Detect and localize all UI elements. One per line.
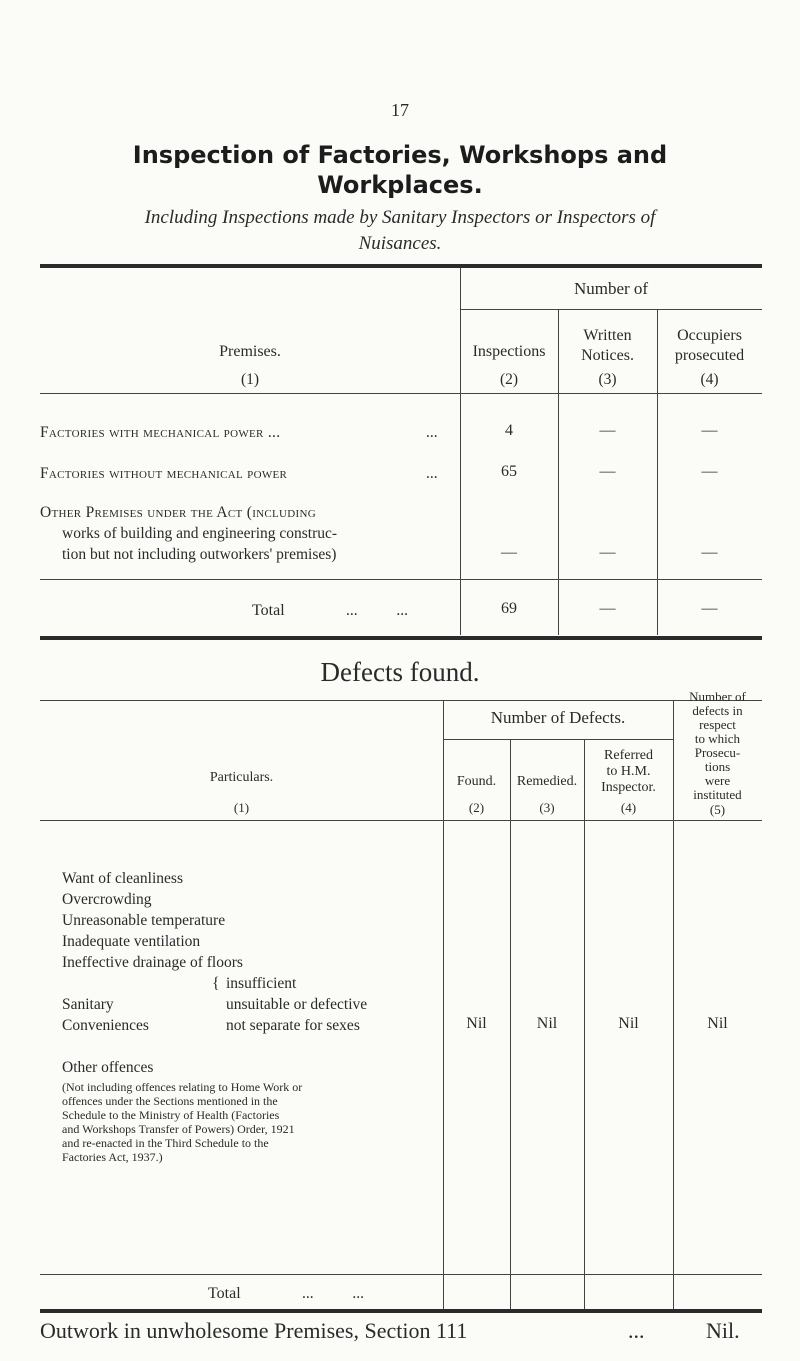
table1-row1-notices: — [599, 422, 616, 439]
table2-group-rule [443, 739, 673, 740]
defects-prosecutions-value: Nil [707, 1015, 728, 1032]
table2-col-prosecutions-l3: respect [699, 717, 736, 732]
table1-row3-notices: — [599, 544, 616, 561]
table2-col-referred-l1: Referred [604, 748, 653, 763]
table1-header-rule [40, 393, 762, 394]
note-line-6: Factories Act, 1937.) [62, 1150, 163, 1164]
table1-col-premises-num: (1) [240, 371, 260, 388]
page-number: 17 [391, 100, 409, 120]
table2-bottom-rule [40, 1309, 762, 1313]
note-line-3: Schedule to the Ministry of Health (Factories [62, 1108, 280, 1122]
table1-top-rule [40, 264, 762, 268]
table2-total-label: Total [208, 1285, 241, 1302]
table1-total-rule [40, 579, 762, 580]
table1-row3-label-l1: Other Premises under the Act (including [40, 504, 316, 521]
table2-col-prosecutions-l1: Number of [689, 689, 746, 704]
table1-row2-prosecuted: — [701, 463, 718, 480]
table2-header-rule [40, 820, 762, 821]
table1-row2-notices: — [599, 463, 616, 480]
defects-referred-value: Nil [618, 1015, 639, 1032]
table2-col-referred-num: (4) [620, 800, 637, 815]
table2-vline-a [443, 700, 444, 1310]
title-line-2: Workplaces. [317, 171, 483, 199]
table1-row1-dots: ... [426, 424, 438, 441]
table2-col-prosecutions-l4: to which [694, 731, 741, 746]
table2-col-referred-l2: to H.M. [606, 764, 651, 779]
table1-row1-prosecuted: — [701, 422, 718, 439]
table1-group-header: Number of [573, 279, 649, 298]
page-title [0, 140, 800, 200]
table2-col-prosecutions-l6: tions [704, 759, 731, 774]
subtitle-line-1: Including Inspections made by Sanitary Inspectors or Inspectors of [144, 207, 656, 228]
table2-col-found: Found. [456, 774, 497, 789]
table2-col-remedied-num: (3) [539, 800, 555, 815]
sanitary-sub-separate: not separate for sexes [226, 1017, 360, 1034]
outwork-label: Outwork in unwholesome Premises, Section 111 [40, 1318, 468, 1343]
table1-col-notices-l2: Notices. [581, 347, 634, 364]
other-offences-label: Other offences [62, 1059, 154, 1076]
table1-group-rule [460, 309, 762, 310]
table1-row2-dots: ... [426, 465, 438, 482]
table1-total-prosecuted: — [701, 600, 718, 617]
table1-row3-label-l3: tion but not including outworkers' premises) [62, 546, 337, 563]
sanitary-sub-insufficient: insufficient [226, 975, 297, 992]
note-line-1: (Not including offences relating to Home Work or [62, 1080, 303, 1094]
note-line-4: and Workshops Transfer of Powers) Order, 1921 [62, 1122, 295, 1136]
table1-col-notices-num: (3) [598, 371, 617, 388]
defects-remedied-value: Nil [536, 1015, 558, 1032]
defect-row-drainage: Ineffective drainage of floors [62, 954, 243, 971]
table2-col-prosecutions-l5: Prosecu- [694, 745, 741, 760]
sanitary-brace: { [212, 975, 220, 992]
defects-found-value: Nil [466, 1015, 487, 1032]
table1-row1-label: Factories with mechanical power ... [40, 424, 281, 441]
table1-total-inspections: 69 [501, 600, 517, 617]
page-subtitle [40, 205, 760, 257]
table2-col-prosecutions-l7: were [704, 773, 731, 788]
table2-col-particulars: Particulars. [209, 770, 274, 785]
table1-total-notices: — [599, 600, 616, 617]
outwork-dots: ... [628, 1318, 645, 1343]
table2-total-rule [40, 1274, 762, 1275]
table2-col-remedied: Remedied. [516, 774, 578, 789]
table1-bottom-rule [40, 636, 762, 640]
note-line-2: offences under the Sections mentioned in the [62, 1094, 278, 1108]
defect-row-ventilation: Inadequate ventilation [62, 933, 201, 950]
table2-col-prosecutions-l8: instituted [693, 787, 742, 802]
conveniences-label: Conveniences [62, 1017, 149, 1034]
table1-total-dots: ... ... [346, 602, 408, 619]
table1-col-prosecuted-l2: prosecuted [674, 347, 745, 364]
defect-row-temperature: Unreasonable temperature [62, 912, 226, 929]
sanitary-sub-unsuitable: unsuitable or defective [226, 996, 368, 1013]
defect-row-overcrowding: Overcrowding [62, 891, 152, 908]
table2-group-header: Number of Defects. [490, 708, 626, 727]
title-line-1: Inspection of Factories, Workshops and [132, 141, 668, 169]
table2-col-found-num: (2) [468, 800, 485, 815]
table2-col-particulars-num: (1) [233, 800, 250, 815]
table1-col-premises: Premises. [219, 343, 281, 360]
subtitle-line-2: Nuisances. [358, 233, 442, 254]
table1-col-prosecuted-num: (4) [700, 371, 719, 388]
table1-row3-label-l2: works of building and engineering construc- [62, 525, 338, 542]
table1-col-inspections-num: (2) [499, 371, 519, 388]
table1-row2-label: Factories without mechanical power [40, 465, 288, 482]
table2-col-referred-l3: Inspector. [601, 780, 656, 795]
table1-row2-inspections: 65 [501, 463, 517, 480]
table1-total-label: Total [252, 602, 285, 619]
table1-col-notices-l1: Written [583, 327, 632, 344]
table1-row1-inspections: 4 [505, 422, 513, 439]
defects-heading: Defects found. [320, 657, 480, 687]
table1-col-inspections: Inspections [472, 343, 546, 360]
defect-row-cleanliness: Want of cleanliness [62, 870, 183, 887]
outwork-value: Nil. [706, 1318, 740, 1343]
table1-col-prosecuted-l1: Occupiers [677, 327, 742, 344]
table2-total-dots: ... ... [302, 1285, 364, 1302]
table2-top-rule [40, 700, 762, 701]
note-line-5: and re-enacted in the Third Schedule to the [62, 1136, 269, 1150]
sanitary-label: Sanitary [62, 996, 114, 1013]
table2-col-prosecutions-num: (5) [709, 802, 726, 817]
table2-col-prosecutions-l2: defects in [692, 703, 743, 718]
table1-row3-prosecuted: — [701, 544, 718, 561]
table1-row3-inspections: — [501, 544, 517, 561]
